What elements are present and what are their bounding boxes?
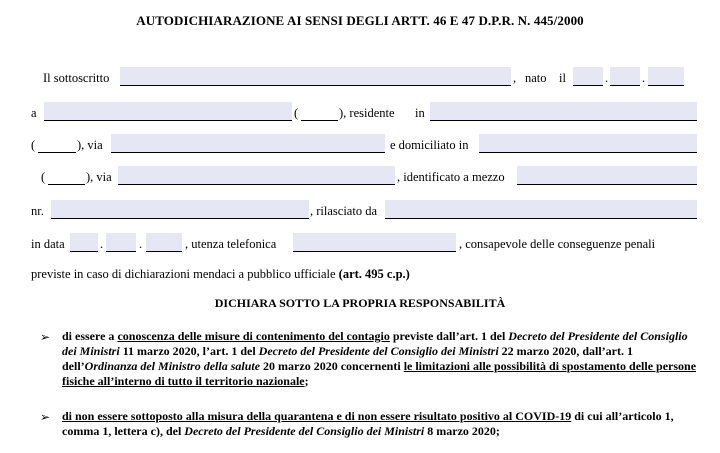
- birth-place-field[interactable]: [44, 102, 292, 121]
- date-dot: .: [642, 71, 646, 85]
- in-label: in: [415, 106, 425, 120]
- date-dot: .: [100, 237, 104, 251]
- domicile-street-field[interactable]: [118, 166, 395, 185]
- item2-part: 8 marzo 2020;: [424, 424, 500, 438]
- issue-day-field[interactable]: [70, 233, 98, 252]
- issue-month-field[interactable]: [106, 233, 136, 252]
- a-label: a: [31, 106, 37, 120]
- date-dot: .: [605, 71, 609, 85]
- arrow-bullet-icon: ➢: [40, 410, 51, 424]
- open-paren: (: [41, 170, 46, 184]
- declaration-heading: DICHIARA SOTTO LA PROPRIA RESPONSABILITÀ: [214, 296, 506, 310]
- item2-part: Decreto del Presidente del Consiglio dei Ministri: [184, 424, 425, 438]
- residence-province-field[interactable]: [38, 134, 76, 153]
- item1-part: ;: [304, 374, 309, 388]
- item1-part: conoscenza delle misure di contenimento del contagio: [117, 329, 390, 343]
- item1-part: 20 marzo 2020 concernenti: [260, 359, 404, 373]
- previste-label: previste in caso di dichiarazioni mendaci a pubblico ufficiale: [31, 267, 336, 281]
- residence-field[interactable]: [430, 102, 697, 121]
- utenza-label: , utenza telefonica: [185, 237, 277, 251]
- issue-year-field[interactable]: [146, 233, 182, 252]
- id-document-field[interactable]: [517, 166, 697, 185]
- identificato-label: , identificato a mezzo: [397, 170, 505, 184]
- declaration-item-1: [62, 329, 702, 389]
- birth-day-field[interactable]: [573, 67, 603, 86]
- art-reference: (art. 495 c.p.): [338, 267, 410, 281]
- item2-part: di non essere sottoposto alla misura della quarantena e di non essere risultato positivo al COVID-19: [62, 409, 572, 423]
- comma-separator: ,: [513, 71, 517, 85]
- residente-label: ), residente: [339, 106, 395, 120]
- residence-street-field[interactable]: [111, 134, 385, 153]
- via-label: ), via: [77, 138, 103, 152]
- item1-part: Decreto del Presidente del Consiglio dei Ministri: [258, 344, 499, 358]
- birth-month-field[interactable]: [610, 67, 640, 86]
- issuer-field[interactable]: [385, 200, 697, 219]
- in-data-label: in data: [31, 237, 65, 251]
- nr-label: nr.: [31, 204, 44, 218]
- declaration-item-2: [62, 409, 702, 439]
- item1-part: 11 marzo 2020, l’art. 1 del: [119, 344, 259, 358]
- birth-province-field[interactable]: [301, 102, 338, 121]
- item2-part: di cui all’articolo 1, comma 1, lettera c), del: [62, 409, 674, 438]
- birth-year-field[interactable]: [648, 67, 684, 86]
- sottoscritto-field[interactable]: [120, 67, 511, 86]
- date-dot: .: [139, 237, 143, 251]
- domicile-province-field[interactable]: [48, 166, 85, 185]
- document-number-field[interactable]: [51, 200, 309, 219]
- il-label: il: [559, 71, 566, 85]
- open-paren: (: [31, 138, 36, 152]
- item1-part: 22 marzo 2020, dall’art. 1 dell’: [62, 344, 633, 373]
- previste-text: [31, 266, 410, 282]
- domiciliato-label: e domiciliato in: [390, 138, 469, 152]
- item1-part: le limitazioni alle possibilità di spostamento delle persone fisiche all’interno di tutto il territorio nazionale: [62, 359, 697, 388]
- item1-part: Decreto del Presidente del Consiglio dei Ministri: [62, 329, 688, 358]
- open-paren: (: [294, 106, 299, 120]
- domicile-field[interactable]: [479, 134, 697, 153]
- via-label: ), via: [86, 170, 112, 184]
- item1-part: Ordinanza del Ministro della salute: [84, 359, 261, 373]
- item1-part: di essere a: [62, 329, 118, 343]
- sottoscritto-label: Il sottoscritto: [43, 71, 110, 85]
- phone-field[interactable]: [293, 233, 456, 252]
- rilasciato-label: , rilasciato da: [310, 204, 377, 218]
- nato-label: nato: [525, 71, 547, 85]
- item1-part: previste dall’art. 1 del: [389, 329, 509, 343]
- document-title: AUTODICHIARAZIONE AI SENSI DEGLI ARTT. 46 E 47 D.P.R. N. 445/2000: [136, 13, 584, 28]
- consapevole-label: , consapevole delle conseguenze penali: [459, 237, 656, 251]
- arrow-bullet-icon: ➢: [40, 330, 51, 344]
